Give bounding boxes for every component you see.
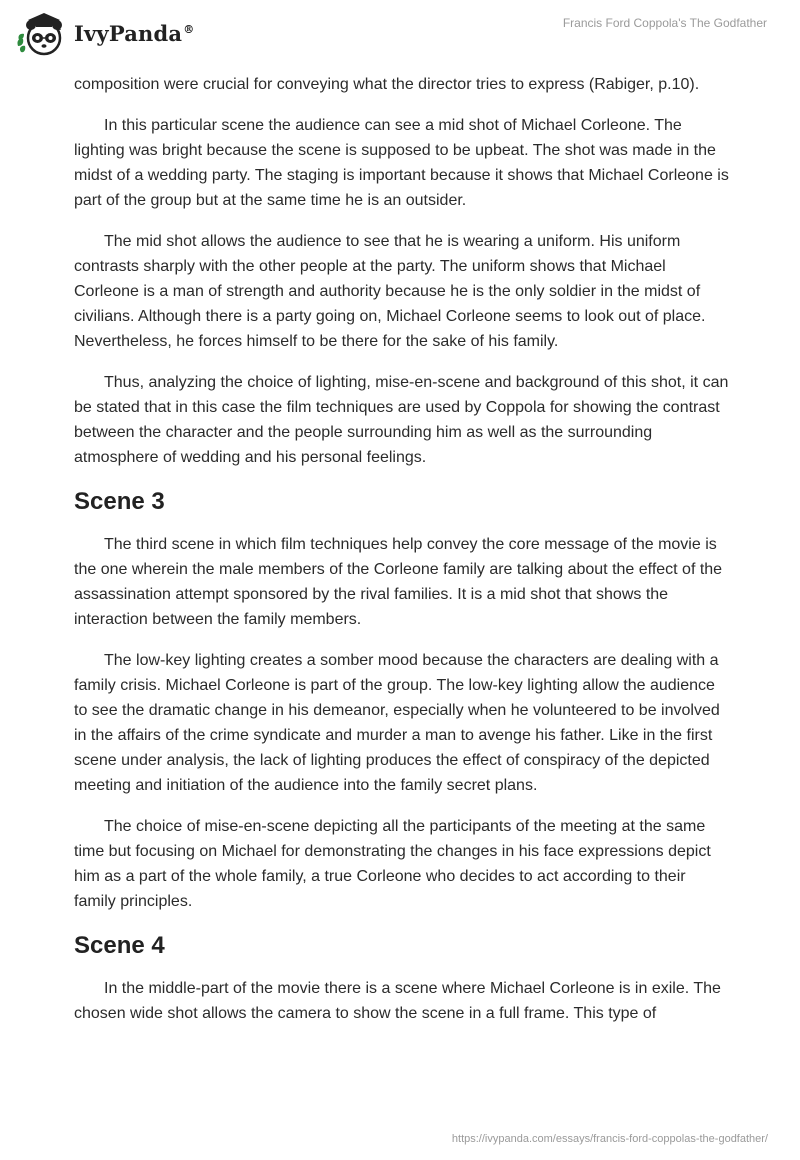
paragraph: The third scene in which film techniques help convey the core message of the movie is the one wherein the male members of the Corleone family are talking about the effect of the assassination attempt sponsored by the rival families. It is a mid shot that shows the interaction between the family members. — [74, 536, 723, 628]
paragraph: The low-key lighting creates a somber mood because the characters are dealing with a family crisis. Michael Corleone is part of the group. The low-key lighting allow the audience to see the dramatic change in his demeanor, especially when he volunteered to be involved in the affairs of the crime syndicate and murder a man to avenge his father. Like in the first scene under analysis, the lack of lighting produces the effect of conspiracy of the depicted meeting and initiation of the audience into the family secret plans. — [74, 652, 720, 794]
paragraph: The mid shot allows the audience to see that he is wearing a uniform. His uniform contrasts sharply with the other people at the party. The uniform shows that Michael Corleone is a man of strength and authority because he is the only soldier in the midst of civilians. Although there is a party going on, Michael Corleone seems to look out of place. Nevertheless, he forces himself to be there for the sake of his family. — [74, 233, 706, 350]
paragraph: In the middle-part of the movie there is a scene where Michael Corleone is in exile. The chosen wide shot allows the camera to show the scene in a full frame. This type of — [74, 980, 721, 1022]
panda-graduate-icon — [14, 8, 70, 58]
brand-text: IvyPanda — [74, 20, 183, 46]
brand-name — [74, 21, 194, 46]
paragraph: The choice of mise-en-scene depicting all the participants of the meeting at the same time but focusing on Michael for demonstrating the changes in his face expressions depict him as a part of the whole family, a true Corleone who decides to act according to their family principles. — [74, 818, 711, 910]
essay-content — [74, 72, 729, 1042]
paragraph: In this particular scene the audience can see a mid shot of Michael Corleone. The lighting was bright because the scene is supposed to be upbeat. The shot was made in the midst of a wedding party. The staging is important because it shows that Michael Corleone is part of the group but at the same time he is an outsider. — [74, 117, 729, 209]
section-heading-scene-4: Scene 4 — [74, 932, 165, 959]
page-header — [0, 0, 800, 64]
paragraph: Thus, analyzing the choice of lighting, mise-en-scene and background of this shot, it can be stated that in this case the film techniques are used by Coppola for showing the contrast between the character and the people surrounding him as well as the surrounding atmosphere of wedding and his personal feelings. — [74, 374, 729, 466]
section-heading-scene-3: Scene 3 — [74, 488, 165, 515]
registered-mark: ® — [183, 22, 195, 36]
ivypanda-logo[interactable] — [14, 8, 194, 58]
document-title: Francis Ford Coppola's The Godfather — [562, 16, 767, 30]
paragraph: composition were crucial for conveying what the director tries to express (Rabiger, p.10). — [74, 76, 700, 93]
source-url[interactable]: https://ivypanda.com/essays/francis-ford-coppolas-the-godfather/ — [451, 1133, 768, 1145]
